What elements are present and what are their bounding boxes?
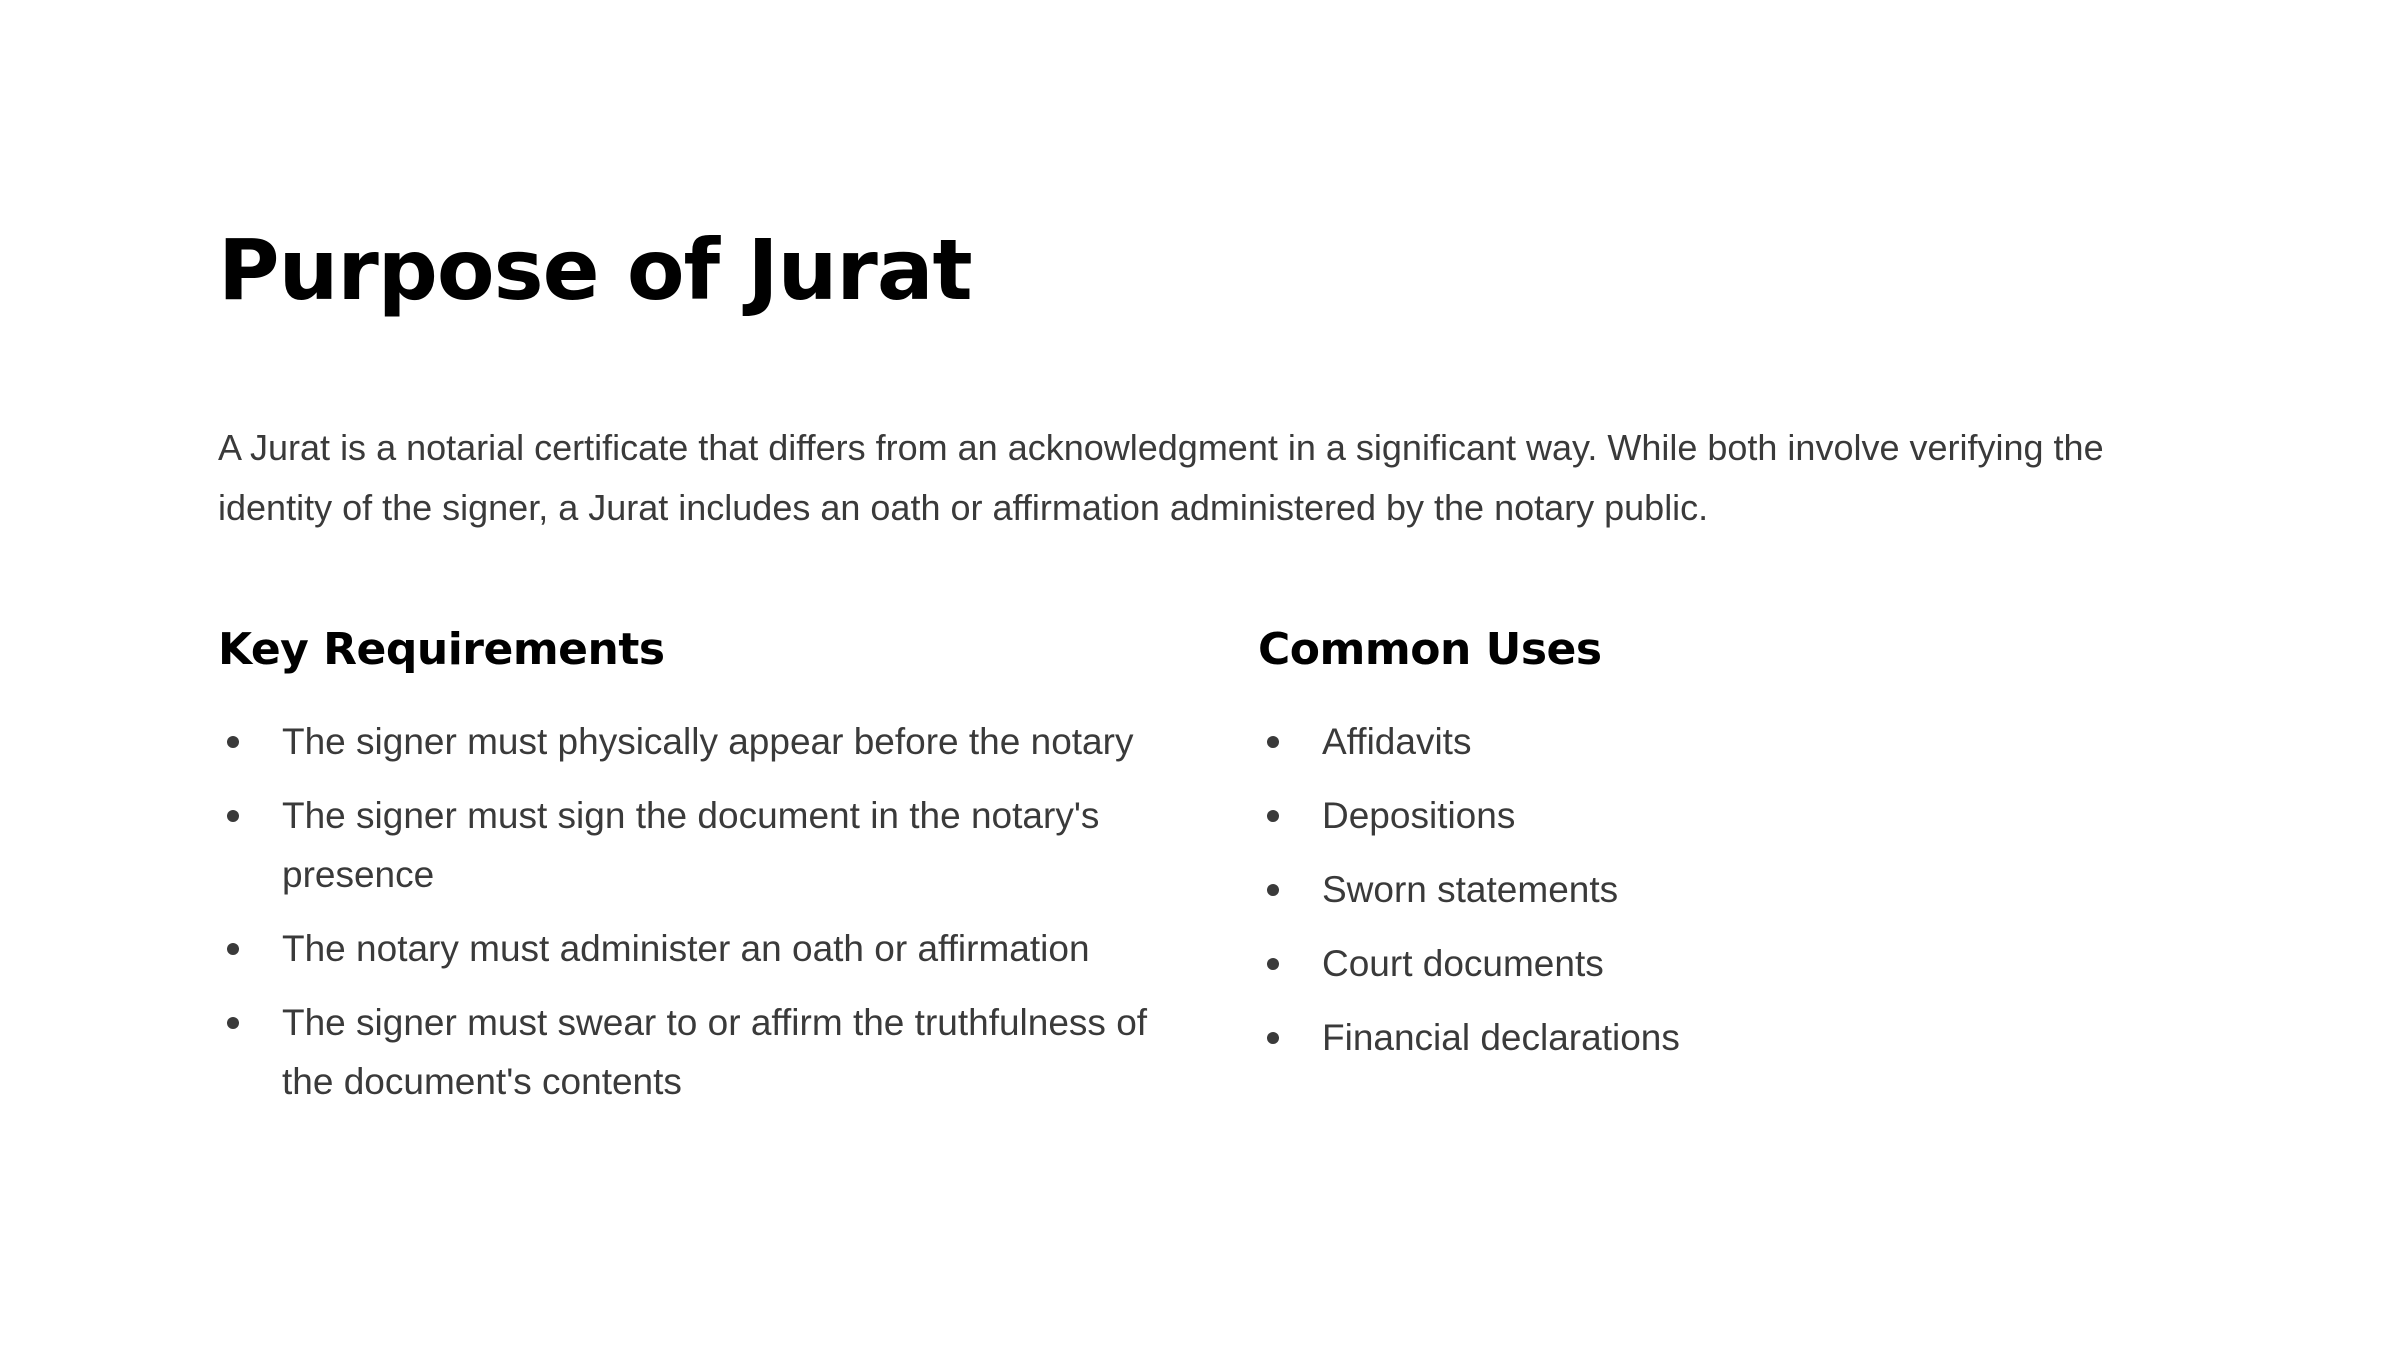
list-item bbox=[218, 919, 1162, 978]
common-uses-list bbox=[1258, 712, 2198, 1067]
list-item bbox=[218, 993, 1162, 1111]
list-item-text: The signer must swear to or affirm the truthfulness of the document's contents bbox=[282, 1002, 1148, 1102]
list-item bbox=[1258, 786, 2198, 845]
list-item-text: Sworn statements bbox=[1322, 869, 1619, 910]
list-item bbox=[1258, 860, 2198, 919]
list-item bbox=[1258, 1008, 2198, 1067]
key-requirements-list bbox=[218, 712, 1178, 1111]
list-item-text: Court documents bbox=[1322, 943, 1604, 984]
list-item bbox=[1258, 712, 2198, 771]
intro-paragraph: A Jurat is a notarial certificate that differs from an acknowledgment in a significant way. While both involve verifying the identity of the signer, a Jurat includes an oath or affirmation administered by the notary public. bbox=[218, 427, 2104, 528]
list-item-text: Financial declarations bbox=[1322, 1017, 1680, 1058]
bullet-icon bbox=[227, 810, 239, 822]
list-item-text: The signer must physically appear before the notary bbox=[282, 721, 1134, 762]
list-item bbox=[1258, 934, 2198, 993]
bullet-icon bbox=[1267, 810, 1279, 822]
list-item-text: Depositions bbox=[1322, 795, 1516, 836]
common-uses-heading: Common Uses bbox=[1258, 624, 1602, 675]
bullet-icon bbox=[1267, 958, 1279, 970]
bullet-icon bbox=[227, 943, 239, 955]
list-item bbox=[218, 786, 1162, 904]
list-item-text: The signer must sign the document in the notary's presence bbox=[282, 795, 1100, 895]
bullet-icon bbox=[227, 736, 239, 748]
common-uses-section bbox=[1258, 618, 2198, 1082]
bullet-icon bbox=[1267, 736, 1279, 748]
bullet-icon bbox=[1267, 1032, 1279, 1044]
key-requirements-section bbox=[218, 618, 1178, 1126]
key-requirements-heading: Key Requirements bbox=[218, 624, 665, 675]
bullet-icon bbox=[1267, 884, 1279, 896]
slide-title: Purpose of Jurat bbox=[218, 221, 972, 319]
bullet-icon bbox=[227, 1017, 239, 1029]
list-item-text: The notary must administer an oath or affirmation bbox=[282, 928, 1090, 969]
list-item-text: Affidavits bbox=[1322, 721, 1472, 762]
list-item bbox=[218, 712, 1162, 771]
